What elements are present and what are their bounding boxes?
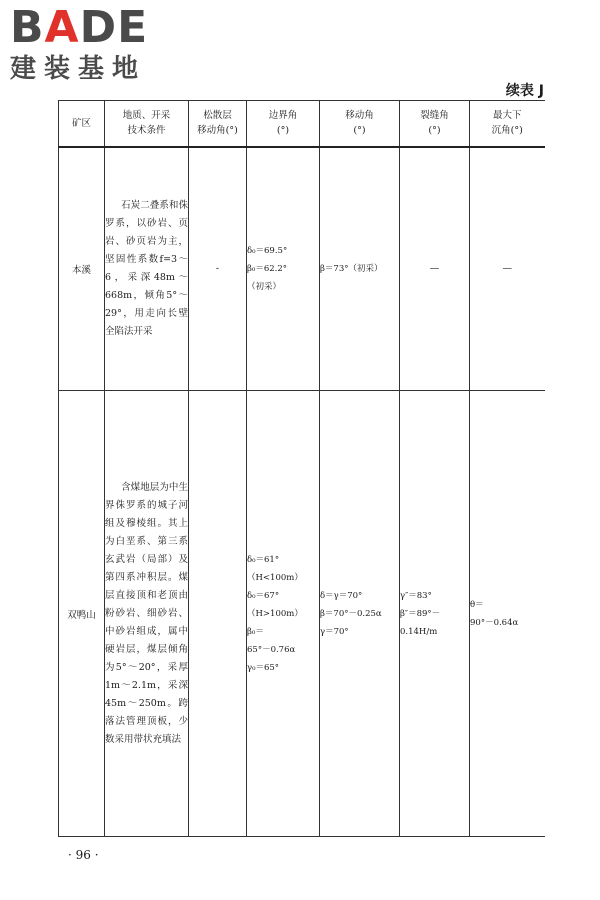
brand-logo-text: BADE <box>10 2 149 53</box>
geology-conditions: 含煤地层为中生界侏罗系的城子河组及穆棱组。其上为白垩系、第三系玄武岩（局部）及第四系冲积层。煤层直接顶和老顶由粉砂岩、细砂岩、中砂岩组成，属中硬岩层，煤层倾角为5°～20°，采厚1m～2.1m，采深45m～250m。跨落法管理顶板，少数采用带状充填法 <box>105 391 189 837</box>
mine-name: 本溪 <box>59 147 105 391</box>
max-subsidence-angle: θ＝ 90°－0.64α <box>470 391 545 837</box>
max-subsidence-angle: — <box>470 147 545 391</box>
geology-conditions: 石炭二叠系和侏罗系，以砂岩、页岩、砂页岩为主，坚固性系数f=3～6，采深48m～668m，倾角5°～29°，用走向长壁全陷法开采 <box>105 147 189 391</box>
table-row <box>59 391 545 837</box>
loose-angle: - <box>189 147 247 391</box>
table-caption: 续表 J <box>505 83 544 99</box>
header-move-angle: 移动角 (°) <box>320 101 400 147</box>
header-boundary-angle: 边界角 (°) <box>247 101 320 147</box>
mine-name: 双鸭山 <box>59 391 105 837</box>
table-header-row <box>59 101 545 147</box>
page-number: · 96 · <box>68 848 99 862</box>
boundary-angle: δ₀＝69.5° β₀＝62.2° （初采） <box>247 147 320 391</box>
header-crack-angle: 裂缝角 (°) <box>400 101 470 147</box>
crack-angle: — <box>400 147 470 391</box>
brand-logo-subtitle: 建装基地 <box>10 54 147 84</box>
header-geology: 地质、开采 技术条件 <box>105 101 189 147</box>
data-table <box>58 100 545 837</box>
table-row <box>59 147 545 391</box>
move-angle: β＝73°（初采） <box>320 147 400 391</box>
header-mine: 矿区 <box>59 101 105 147</box>
boundary-angle: δ₀＝61° （H<100m） δ₀＝67° （H>100m） β₀＝ 65°－0.76α γ₀＝65° <box>247 391 320 837</box>
crack-angle: γ″＝83° β″＝89°－ 0.14H/m <box>400 391 470 837</box>
brand-watermark <box>10 2 180 84</box>
header-loose-angle: 松散层 移动角(°) <box>189 101 247 147</box>
move-angle: δ＝γ＝70° β＝70°－0.25α γ＝70° <box>320 391 400 837</box>
loose-angle <box>189 391 247 837</box>
header-max-subsidence-angle: 最大下 沉角(°) <box>470 101 545 147</box>
